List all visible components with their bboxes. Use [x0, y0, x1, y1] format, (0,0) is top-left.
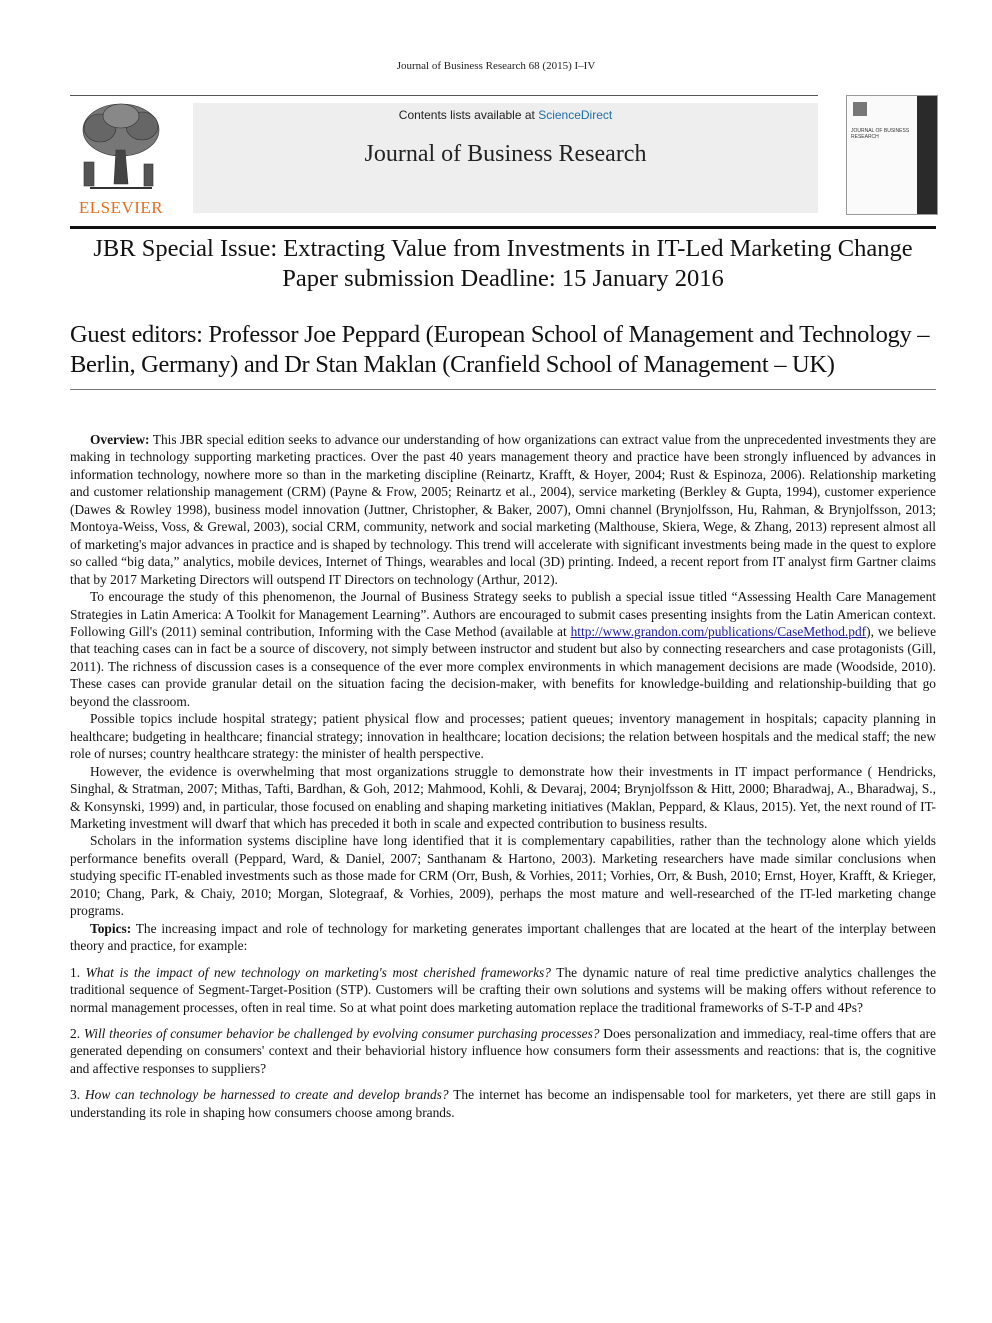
overview-label: Overview:: [90, 432, 150, 447]
elsevier-logo: [70, 100, 172, 218]
title-rule: [70, 226, 936, 229]
publisher-name: ELSEVIER: [78, 198, 164, 217]
topics-text: The increasing impact and role of technology for marketing generates important challenges that are located at the heart of the interplay between theory and practice, for example:: [70, 920, 936, 954]
title-line-2: Paper submission Deadline: 15 January 2016: [282, 265, 724, 292]
paragraph-3: Possible topics include hospital strategy; patient physical flow and processes; patient queues; inventory management in hospitals; capacity planning in healthcare; budgeting in healthcare; financial strategy; innovation in healthcare; location decisions; the relation between hospitals and the medical staff; the new role of nurses; country healthcare strategy: the minister of health perspective.: [70, 711, 936, 762]
topic-text: The dynamic nature of real time predictive analytics challenges the traditional sequence of Segment-Target-Position (STP). Customers will be crafting their own solutions and systems will be making offers without reference to normal management processes, often in real time. So at what point does marketing automation replace the traditional frameworks of S-T-P and 4Ps?: [70, 964, 937, 1015]
guest-editors: Guest editors: Professor Joe Peppard (European School of Management and Technology – Berlin, Germany) and Dr Stan Maklan (Cranfield School of Management – UK): [70, 321, 930, 378]
topic-item-3: [70, 1086, 936, 1121]
topic-item-2: [70, 1025, 936, 1077]
topics-paragraph: [70, 920, 936, 955]
topic-item-1: [70, 964, 936, 1016]
sciencedirect-link[interactable]: ScienceDirect: [538, 108, 613, 122]
overview-text: This JBR special edition seeks to advance our understanding of how organizations can extract value from the unprecedented investments they are making in technology supporting marketing practices. Over the past 40 years management theory and practice have been strongly influenced by advances in information technology, nowhere more so than in the marketing discipline (Reinartz, Krafft, & Hoyer, 2004; Rust & Espinoza, 2006). Relationship marketing and customer relationship management (CRM) (Payne & Frow, 2005; Reinartz et al., 2004), service marketing (Berkley & Gupta, 1994), customer experience (Dawes & Rowley 1998), business model innovation (Juttner, Christopher, & Baker, 2007), Omni channel (Brynjolfsson, Hu, Rahman, & Brynjolfsson, 2013; Montoya-Weiss, Voss, & Grewal, 2003), social CRM, community, network and social marketing (Malthouse, Skiera, Wege, & Zhang, 2013) represent almost all of marketing's major advances in practice and is shaped by technology. This trend will accelerate with significant investments being made in the quest to explore so called “big data,” analytics, mobile devices, Internet of Things, wearables and local (3D) printing. Indeed, a recent report from IT analyst firm Gartner claims that by 2017 Marketing Directors will outspend IT Directors on technology (Arthur, 2012).: [70, 432, 936, 587]
paragraph-5: Scholars in the information systems discipline have long identified that it is complementary capabilities, rather than the technology alone which yields performance benefits overall (Peppard, Ward, & Daniel, 2007; Santhanam & Hartono, 2003). Marketing researchers have made similar conclusions when studying specific IT-enabled investments such as those made for CRM (Orr, Bush, & Vorhies, 2011; Vorhies, Orr, & Bush, 2010; Ernst, Hoyer, Krafft, & Krieger, 2010; Chang, Park, & Chaiy, 2010; Morgan, Slotegraaf, & Vorhies, 2009), perhaps the most mature and well-researched of the IT-led marketing change programs.: [70, 833, 936, 919]
header-rule: [70, 95, 818, 96]
topic-text: The internet has become an indispensable tool for marketers, yet there are still gaps in understanding its role in shaping how consumers choose among brands.: [70, 1087, 936, 1120]
paragraph-4: However, the evidence is overwhelming that most organizations struggle to demonstrate how their investments in IT impact performance ( Hendricks, Singhal, & Stratman, 2007; Mithas, Tafti, Bardhan, & Goh, 2012; Mahmood, Kohli, & Devaraj, 2004; Brynjolfsson & Hitt, 2000; Bharadwaj, A., Bharadwaj, S., & Konsynski, 1999) and, in particular, those focused on enabling and shaping marketing initiatives (Maklan, Peppard, & Klaus, 2015). Yet, the next round of IT-Marketing investment will dwarf that which has preceded it both in scale and expected contribution to business results.: [70, 763, 936, 831]
journal-banner: [193, 103, 818, 213]
topic-question: Will theories of consumer behavior be challenged by evolving consumer purchasing processes?: [83, 1025, 600, 1041]
special-issue-title: [70, 234, 936, 294]
journal-cover-thumbnail: [846, 95, 938, 215]
section-rule: [70, 389, 936, 390]
topic-text: Does personalization and immediacy, real-time offers that are generated depending on consumers' context and their behaviorial history influence how consumers form their assessments and reactions: that is, the cognitive and affective responses to suppliers?: [70, 1025, 937, 1076]
cover-spine: [917, 96, 937, 214]
elsevier-tree-icon: [70, 100, 172, 196]
topic-question: What is the impact of new technology on marketing's most cherished frameworks?: [85, 964, 551, 980]
p2-after: ), we believe that teaching cases can in fact be a source of discovery, not simply between instructor and student but also by connecting researchers and case protagonists (Gill, 2011). The richness of discussion cases is a consequence of the ever more complex environments in which management decisions are made (Woodside, 2010). These cases can provide granular detail on the situation facing the decision-maker, with benefits for knowledge-building and relationship-building that go beyond the classroom.: [70, 623, 937, 709]
topic-question: How can technology be harnessed to create and develop brands?: [84, 1087, 449, 1103]
cover-image: [853, 102, 867, 116]
topic-num: 3.: [70, 1087, 85, 1103]
title-line-1: JBR Special Issue: Extracting Value from Investments in IT-Led Marketing Change: [93, 235, 913, 262]
journal-title: Journal of Business Research: [364, 141, 647, 167]
journal-citation: Journal of Business Research 68 (2015) I–IV: [396, 60, 596, 72]
case-method-link[interactable]: http://www.grandon.com/publications/CaseMethod.pdf: [570, 623, 867, 639]
p2-before: To encourage the study of this phenomenon, the Journal of Business Strategy seeks to publish a special issue titled “Assessing Health Care Management Strategies in Latin America: A Toolkit for Management Learning”. Authors are encouraged to submit cases presenting insights from the Latin American context. Following Gill's (2011) seminal contribution, Informing with the Case Method (available at: [70, 589, 936, 639]
overview-paragraph: [70, 431, 936, 588]
article-body: [70, 431, 936, 1121]
topics-label: Topics:: [90, 920, 132, 936]
paragraph-2: [70, 588, 936, 710]
cover-title: JOURNAL OF BUSINESS RESEARCH: [851, 128, 910, 140]
contents-prefix: Contents lists available at: [398, 108, 539, 122]
topic-num: 1.: [70, 964, 86, 980]
topic-num: 2.: [70, 1025, 84, 1041]
contents-line: [193, 108, 818, 122]
